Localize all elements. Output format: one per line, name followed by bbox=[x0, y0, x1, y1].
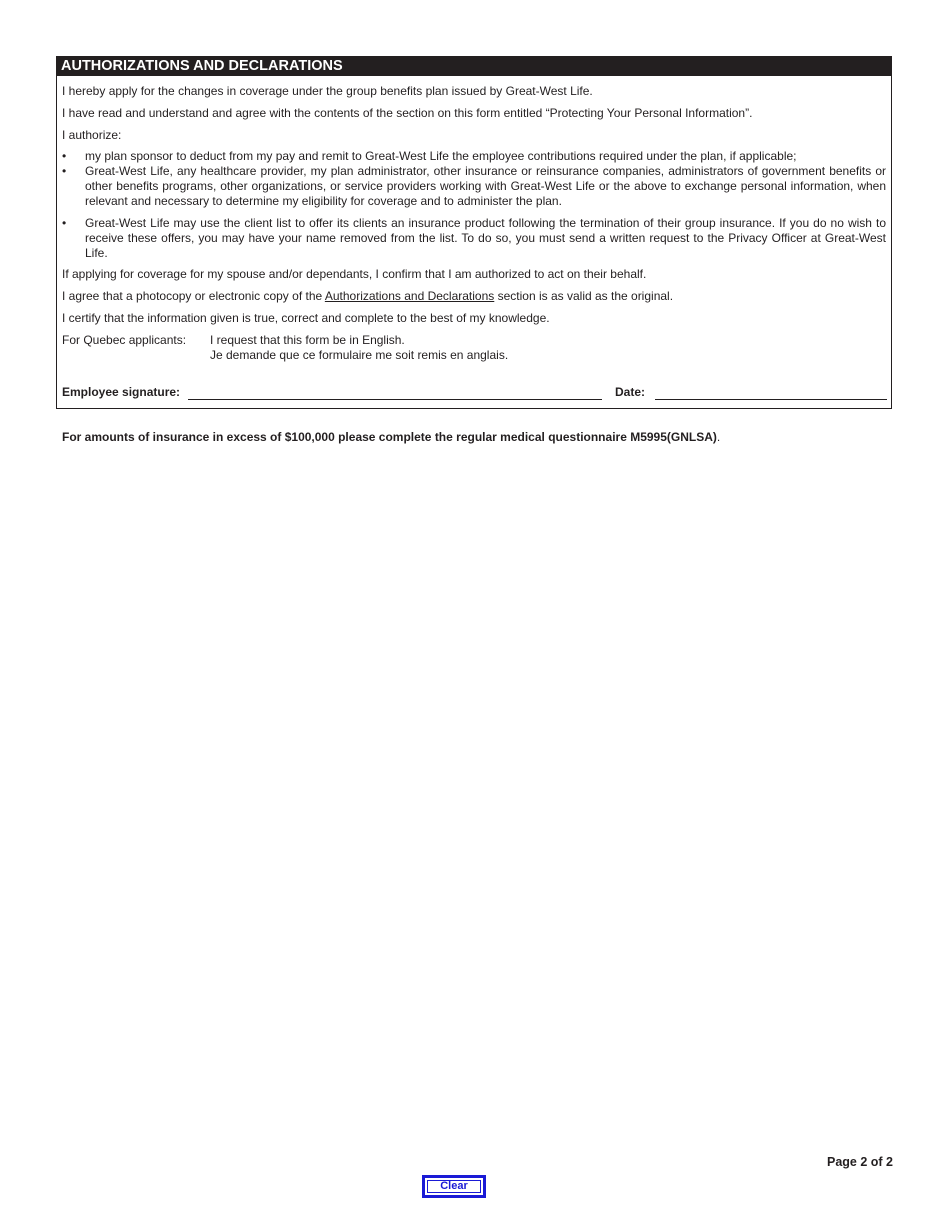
authorize-item-exchange bbox=[62, 164, 886, 209]
date-field[interactable] bbox=[655, 399, 887, 400]
quebec-requests bbox=[210, 333, 508, 363]
photocopy-statement bbox=[62, 289, 886, 304]
photocopy-text-post: section is as valid as the original. bbox=[494, 289, 674, 303]
bullet-icon: • bbox=[62, 164, 67, 178]
signature-field[interactable] bbox=[188, 399, 602, 400]
authorize-heading: I authorize: bbox=[62, 128, 122, 142]
quebec-french-request: Je demande que ce formulaire me soit remis en anglais. bbox=[210, 348, 509, 362]
authorize-item-text: Great-West Life, any healthcare provider, my plan administrator, other insurance or reinsurance companies, administrators of government benefits or other benefits programs, other organizations, or service providers working with Great-West Life or the above to exchange personal information, when relevant and necessary to determine my eligibility for coverage and to administer the plan. bbox=[85, 164, 886, 208]
clear-button-label: Clear bbox=[427, 1180, 481, 1193]
section-title: AUTHORIZATIONS AND DECLARATIONS bbox=[57, 57, 891, 76]
authorize-item-text: Great-West Life may use the client list to offer its clients an insurance product following the termination of their group insurance. If you do no wish to receive these offers, you may have your name removed from the list. To do so, you must send a written request to the Privacy Officer at Great-West Life. bbox=[85, 216, 886, 260]
quebec-label: For Quebec applicants: bbox=[62, 333, 187, 347]
quebec-english-request: I request that this form be in English. bbox=[210, 333, 405, 347]
read-statement: I have read and understand and agree with the contents of the section on this form entitled “Protecting Your Personal Information”. bbox=[62, 106, 753, 120]
date-label: Date: bbox=[615, 385, 646, 399]
authorize-item-client-list bbox=[62, 216, 886, 261]
photocopy-text-pre: I agree that a photocopy or electronic copy of the bbox=[62, 289, 325, 303]
signature-label: Employee signature: bbox=[62, 385, 181, 399]
authorize-item-sponsor bbox=[62, 149, 886, 164]
medical-questionnaire-note bbox=[62, 430, 720, 445]
apply-statement: I hereby apply for the changes in coverage under the group benefits plan issued by Great-West Life. bbox=[62, 84, 593, 98]
bullet-icon: • bbox=[62, 216, 67, 230]
note-trail: . bbox=[716, 430, 721, 444]
signature-row bbox=[62, 385, 886, 401]
page-number: Page 2 of 2 bbox=[827, 1155, 893, 1169]
authorize-item-text: my plan sponsor to deduct from my pay and remit to Great-West Life the employee contributions required under the plan, if applicable; bbox=[85, 149, 797, 163]
bullet-icon: • bbox=[62, 149, 67, 163]
note-bold-text: For amounts of insurance in excess of $100,000 please complete the regular medical questionnaire M5995(GNLSA) bbox=[62, 430, 717, 444]
certify-statement: I certify that the information given is true, correct and complete to the best of my knowledge. bbox=[62, 311, 550, 325]
dependants-statement: If applying for coverage for my spouse and/or dependants, I confirm that I am authorized to act on their behalf. bbox=[62, 267, 647, 281]
authorizations-section bbox=[56, 56, 892, 409]
clear-button[interactable] bbox=[422, 1175, 486, 1198]
photocopy-section-reference: Authorizations and Declarations bbox=[324, 289, 495, 303]
